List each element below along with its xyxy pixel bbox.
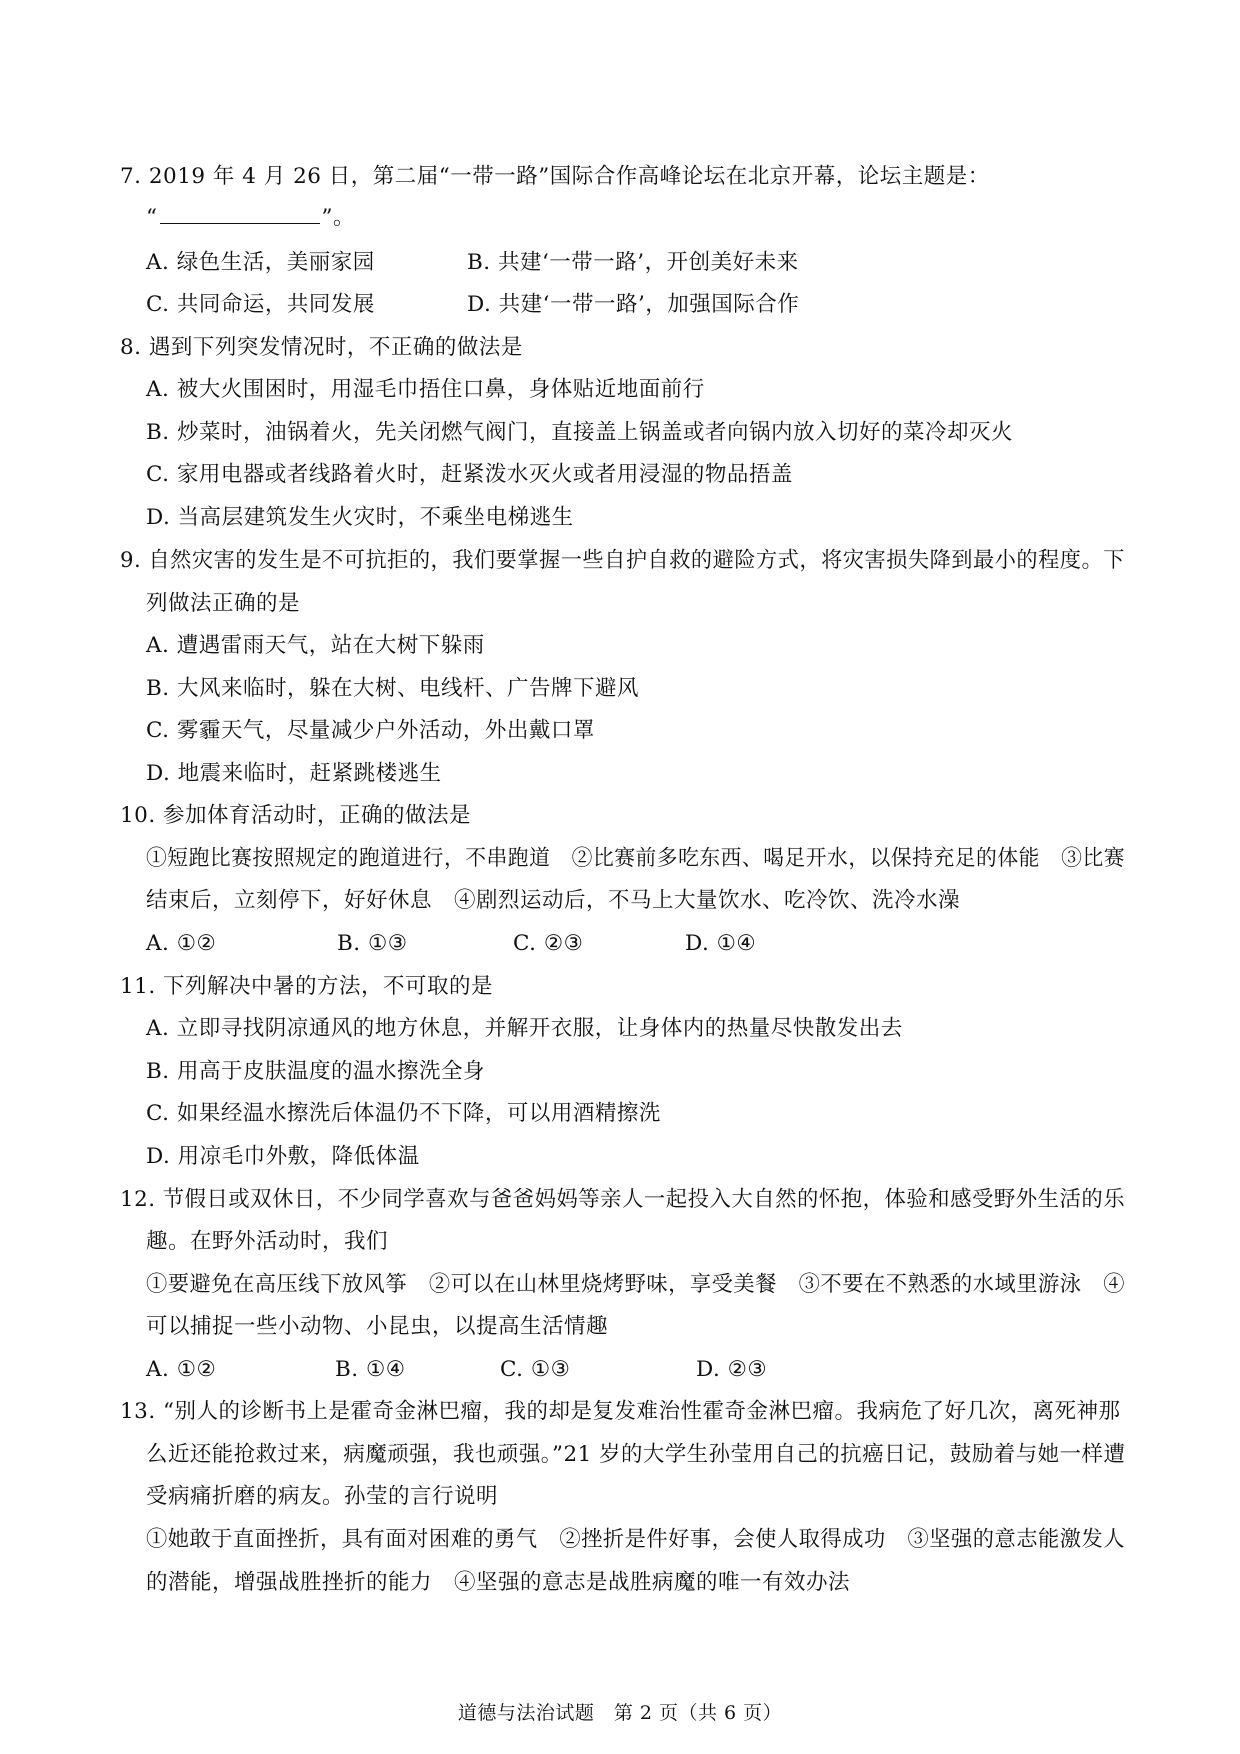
- q9-option-b: B. 大风来临时，躲在大树、电线杆、广告牌下避风: [146, 676, 639, 701]
- q10-items-line-2: 结束后，立刻停下，好好休息 ④剧烈运动后，不马上大量饮水、吃冷饮、洗冷水澡: [146, 888, 961, 913]
- q13-stem-line-2: 么近还能抢救过来，病魔顽强，我也顽强。”21 岁的大学生孙莹用自己的抗癌日记，鼓励着与她一样遭: [146, 1442, 1126, 1467]
- q12-option-c: C. ①③: [500, 1357, 571, 1382]
- q8-option-c: C. 家用电器或者线路着火时，赶紧泼水灭火或者用浸湿的物品捂盖: [146, 462, 793, 487]
- q10-stem: 10. 参加体育活动时，正确的做法是: [120, 803, 472, 828]
- q13-items-line-1: ①她敢于直面挫折，具有面对困难的勇气 ②挫折是件好事，会使人取得成功 ③坚强的意志能激发人: [146, 1527, 1126, 1552]
- q7-option-a: A. 绿色生活，美丽家园: [146, 250, 375, 275]
- q11-stem: 11. 下列解决中暑的方法，不可取的是: [120, 974, 494, 999]
- q12-option-a: A. ①②: [146, 1357, 217, 1382]
- q13-items-line-2: 的潜能，增强战胜挫折的能力 ④坚强的意志是战胜病魔的唯一有效办法: [146, 1570, 851, 1595]
- q10-items-line-1: ①短跑比赛按照规定的跑道进行，不串跑道 ②比赛前多吃东西、喝足开水，以保持充足的体能 ③比赛: [146, 846, 1126, 871]
- q8-option-d: D. 当高层建筑发生火灾时，不乘坐电梯逃生: [146, 505, 574, 530]
- q11-option-c: C. 如果经温水擦洗后体温仍不下降，可以用酒精擦洗: [146, 1101, 661, 1126]
- q7-quote-close: ”。: [321, 205, 355, 230]
- q7-option-d: D. 共建‘一带一路’，加强国际合作: [467, 292, 800, 317]
- q7-option-c: C. 共同命运，共同发展: [146, 292, 375, 317]
- q10-option-d: D. ①④: [685, 931, 757, 956]
- q7-blank: [160, 205, 320, 224]
- q11-option-d: D. 用凉毛巾外敷，降低体温: [146, 1144, 420, 1169]
- q9-stem-line-2: 列做法正确的是: [146, 591, 301, 616]
- page-footer: 道德与法治试题 第 2 页（共 6 页）: [457, 1702, 783, 1724]
- q12-stem-line-1: 12. 节假日或双休日，不少同学喜欢与爸爸妈妈等亲人一起投入大自然的怀抱，体验和感受野外生活的乐: [120, 1187, 1126, 1212]
- q13-stem-line-3: 受病痛折磨的病友。孙莹的言行说明: [146, 1484, 499, 1509]
- q12-option-b: B. ①④: [335, 1357, 406, 1382]
- q7-option-b: B. 共建‘一带一路’，开创美好未来: [467, 250, 799, 275]
- q7-answer-blank-line: [146, 203, 355, 233]
- q12-items-line-2: 可以捕捉一些小动物、小昆虫，以提高生活情趣: [146, 1314, 609, 1339]
- q9-option-d: D. 地震来临时，赶紧跳楼逃生: [146, 761, 442, 786]
- q8-stem: 8. 遇到下列突发情况时，不正确的做法是: [120, 335, 523, 360]
- q7-stem: 7. 2019 年 4 月 26 日，第二届“一带一路”国际合作高峰论坛在北京开幕，论坛主题是：: [120, 164, 990, 189]
- q9-stem-line-1: 9. 自然灾害的发生是不可抗拒的，我们要掌握一些自护自救的避险方式，将灾害损失降到最小的程度。下: [120, 548, 1125, 573]
- q7-quote-open: “: [146, 205, 158, 230]
- q9-option-c: C. 雾霾天气，尽量减少户外活动，外出戴口罩: [146, 718, 595, 743]
- q10-option-b: B. ①③: [337, 931, 408, 956]
- q12-items-line-1: ①要避免在高压线下放风筝 ②可以在山林里烧烤野味，享受美餐 ③不要在不熟悉的水域里游泳 ④: [146, 1272, 1126, 1297]
- q9-option-a: A. 遭遇雷雨天气，站在大树下躲雨: [146, 633, 485, 658]
- q8-option-a: A. 被大火围困时，用湿毛巾捂住口鼻，身体贴近地面前行: [146, 377, 705, 402]
- q12-option-d: D. ②③: [696, 1357, 768, 1382]
- q10-option-a: A. ①②: [146, 931, 217, 956]
- q13-stem-line-1: 13. “别人的诊断书上是霍奇金淋巴瘤，我的却是复发难治性霍奇金淋巴瘤。我病危了好几次，离死神那: [120, 1399, 1121, 1424]
- q11-option-b: B. 用高于皮肤温度的温水擦洗全身: [146, 1059, 485, 1084]
- q10-option-c: C. ②③: [513, 931, 584, 956]
- q12-stem-line-2: 趣。在野外活动时，我们: [146, 1229, 389, 1254]
- q11-option-a: A. 立即寻找阴凉通风的地方休息，并解开衣服，让身体内的热量尽快散发出去: [146, 1016, 903, 1041]
- q8-option-b: B. 炒菜时，油锅着火，先关闭燃气阀门，直接盖上锅盖或者向锅内放入切好的菜冷却灭火: [146, 420, 1013, 445]
